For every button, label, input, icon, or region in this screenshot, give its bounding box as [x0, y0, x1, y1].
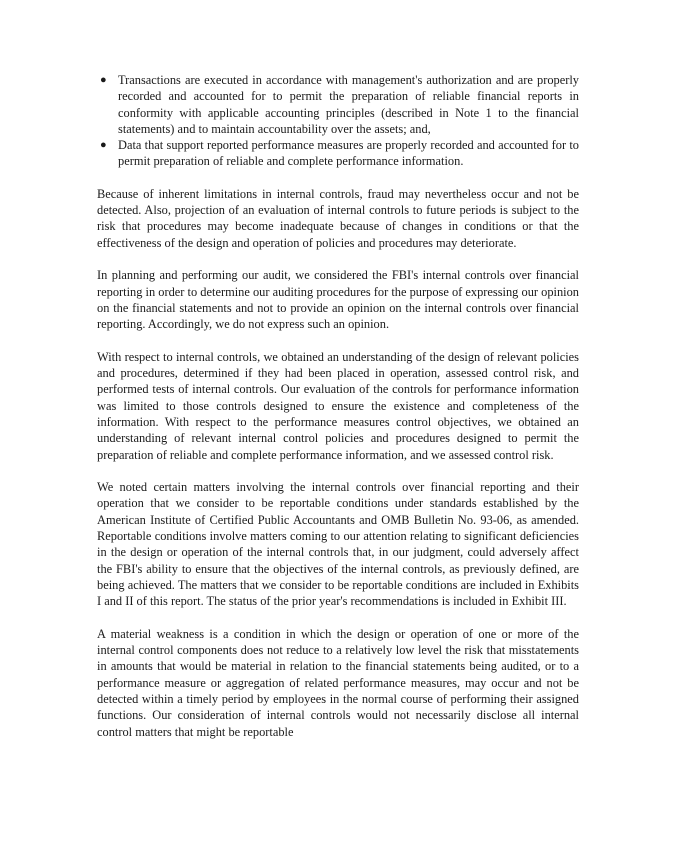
paragraph-reportable-conditions: We noted certain matters involving the internal controls over financial reporting and their operation that we consider to be reportable conditions under standards established by the American Institute of Certified Public Accountants and OMB Bulletin No. 93-06, as amended. Reportable conditions involve matters coming to our attention relating to significant deficiencies in the design or operation of the internal controls that, in our judgment, could adversely affect the FBI's ability to ensure that the objectives of the internal controls, as previously defined, are being achieved. The matters that we consider to be reportable conditions are included in Exhibits I and II of this report. The status of the prior year's recommendations is included in Exhibit III. [97, 480, 579, 609]
bullet-item [97, 137, 579, 170]
bullet-text: Data that support reported performance measures are properly recorded and accounted for to permit preparation of reliable and complete performance information. [118, 138, 579, 169]
bullet-dot-icon: ● [100, 139, 107, 152]
paragraph-material-weakness: A material weakness is a condition in which the design or operation of one or more of the internal control components does not reduce to a relatively low level the risk that misstatements in amounts that would be material in relation to the financial statements being audited, or to a performance measure or aggregation of related performance measures, may occur and not be detected within a timely period by employees in the normal course of performing their assigned functions. Our consideration of internal controls would not necessarily disclose all internal control matters that might be reportable [97, 626, 579, 739]
bullet-dot-icon: ● [100, 74, 107, 86]
paragraph-inherent-limitations: Because of inherent limitations in internal controls, fraud may nevertheless occur and not be detected. Also, projection of an evaluation of internal controls to future periods is subject to the risk that procedures may become inadequate because of changes in conditions or that the effectiveness of the design and operation of policies and procedures may deteriorate. [97, 186, 579, 250]
bullet-item [97, 72, 579, 137]
bullet-list [97, 72, 579, 170]
bullet-text: Transactions are executed in accordance with management's authorization and are properly recorded and accounted for to permit the preparation of reliable financial reports in conformity with applicable accounting principles (described in Note 1 to the financial statements) and to maintain accountability over the assets; and, [118, 73, 579, 136]
paragraph-planning-audit: In planning and performing our audit, we considered the FBI's internal controls over financial reporting in order to determine our auditing procedures for the purpose of expressing our opinion on the financial statements and not to provide an opinion on the internal controls over financial reporting. Accordingly, we do not express such an opinion. [97, 268, 579, 332]
document-page [97, 72, 579, 756]
paragraph-internal-controls-understanding: With respect to internal controls, we obtained an understanding of the design of relevant policies and procedures, determined if they had been placed in operation, assessed control risk, and performed tests of internal controls. Our evaluation of the controls for performance information was limited to those controls designed to ensure the existence and completeness of the information. With respect to the performance measures control objectives, we obtained an understanding of relevant internal control policies and procedures designed to permit the preparation of reliable and complete performance information, and we assessed control risk. [97, 349, 579, 462]
